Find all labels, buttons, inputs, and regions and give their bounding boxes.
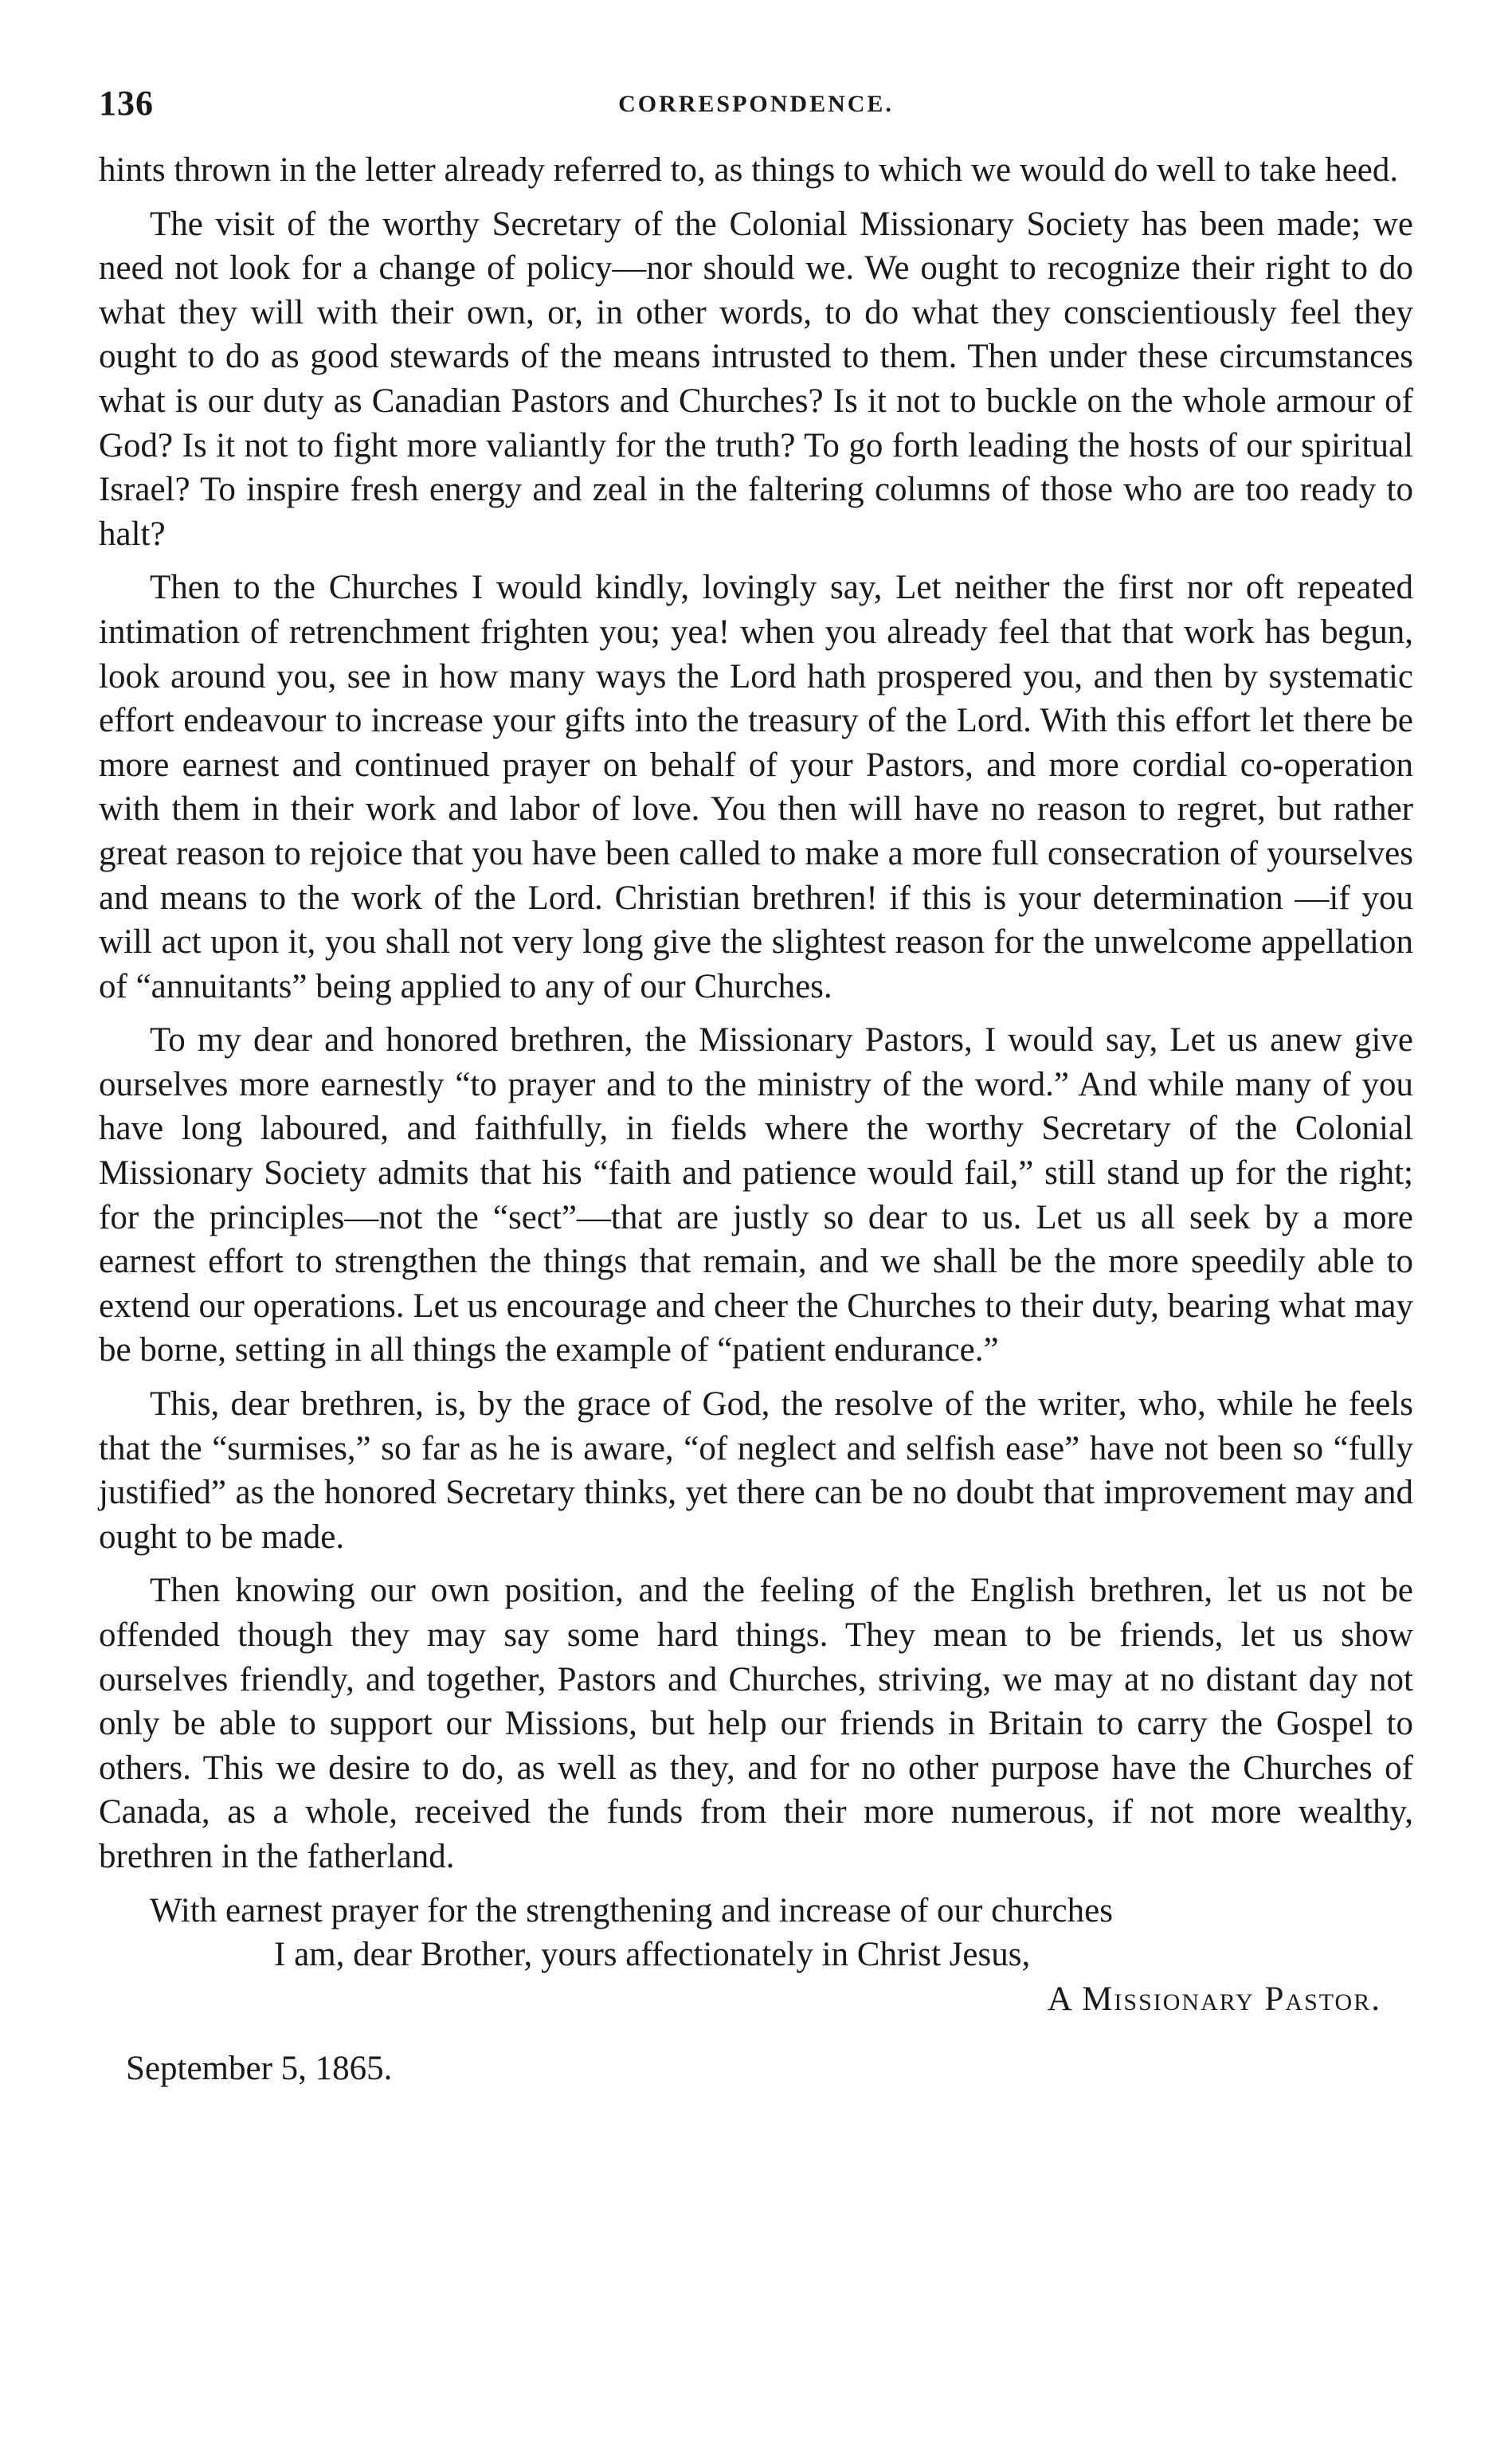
document-page [99,80,1413,2438]
letter-body [99,148,1413,1879]
signature: A Missionary Pastor. [1047,1980,1381,2018]
paragraph-secretary-visit: The visit of the worthy Secretary of the Colonial Missionary Society has been made; we need not look for a change of policy—nor should we. We ought to recognize their right to do what they will with their own, or, in other words, to do what they conscientiously feel they ought to do as good stewards of the means intrusted to them. Then under these circumstances what is our duty as Canadian Pastors and Churches? Is it not to buckle on the whole armour of God? Is it not to fight more valiantly for the truth? To go forth leading the hosts of our spiritual Israel? To inspire fresh energy and zeal in the faltering columns of those who are too ready to halt? [99,205,1413,553]
page-number: 136 [99,84,154,123]
closing-salutation: I am, dear Brother, yours affectionately in Christ Jesus, [274,1936,1031,1974]
paragraph-position: Then knowing our own position, and the feeling of the English brethren, let us not be offended though they may say some hard things. They mean to be friends, let us show ourselves friendly, and together, Pastors and Churches, striving, we may at no distant day not only be able to support our Missions, but help our friends in Britain to carry the Gospel to others. This we desire to do, as well as they, and for no other purpose have the Churches of Canada, as a whole, received the funds from their more numerous, if not more wealthy, brethren in the fatherland. [99,1572,1413,1875]
paragraph-to-churches: Then to the Churches I would kindly, lovingly say, Let neither the first nor oft repeated intimation of retrenchment frighten you; yea! when you already feel that that work has begun, look around you, see in how many ways the Lord hath prospered you, and then by systematic effort endeavour to increase your gifts into the treasury of the Lord. With this effort let there be more earnest and continued prayer on behalf of your Pastors, and more cordial co-operation with them in their work and labor of love. You then will have no reason to regret, but rather great reason to rejoice that you have been called to make a more full consecration of yourselves and means to the work of the Lord. Christian brethren! if this is your determination —if you will act upon it, you shall not very long give the slightest reason for the unwelcome appellation of “annuitants” being applied to any of our Churches. [99,569,1413,1005]
paragraph-to-pastors: To my dear and honored brethren, the Missionary Pastors, I would say, Let us anew give ourselves more earnestly “to prayer and to the ministry of the word.” And while many of you have long laboured, and faithfully, in fields where the worthy Secretary of the Colonial Missionary Society admits that his “faith and patience would fail,” still stand up for the right; for the principles—not the “sect”—that are justly so dear to us. Let us all seek by a more earnest effort to strengthen the things that remain, and we shall be the more speedily able to extend our operations. Let us encourage and cheer the Churches to their duty, bearing what may be borne, setting in all things the example of “patient endurance.” [99,1021,1413,1369]
dateline: September 5, 1865. [126,2050,393,2088]
running-title: CORRESPONDENCE. [618,91,894,117]
page-header [99,80,1413,131]
closing-prayer: With earnest prayer for the strengthening and increase of our churches [150,1891,1113,1929]
paragraph-continuation: hints thrown in the letter already referred to, as things to which we would do well to take heed. [99,151,1399,189]
letter-closing [99,1889,1413,2091]
paragraph-resolve: This, dear brethren, is, by the grace of God, the resolve of the writer, who, while he feels that the “surmises,” so far as he is aware, “of neglect and selfish ease” have not been so “fully justified” as the honored Secretary thinks, yet there can be no doubt that improvement may and ought to be made. [99,1385,1413,1556]
